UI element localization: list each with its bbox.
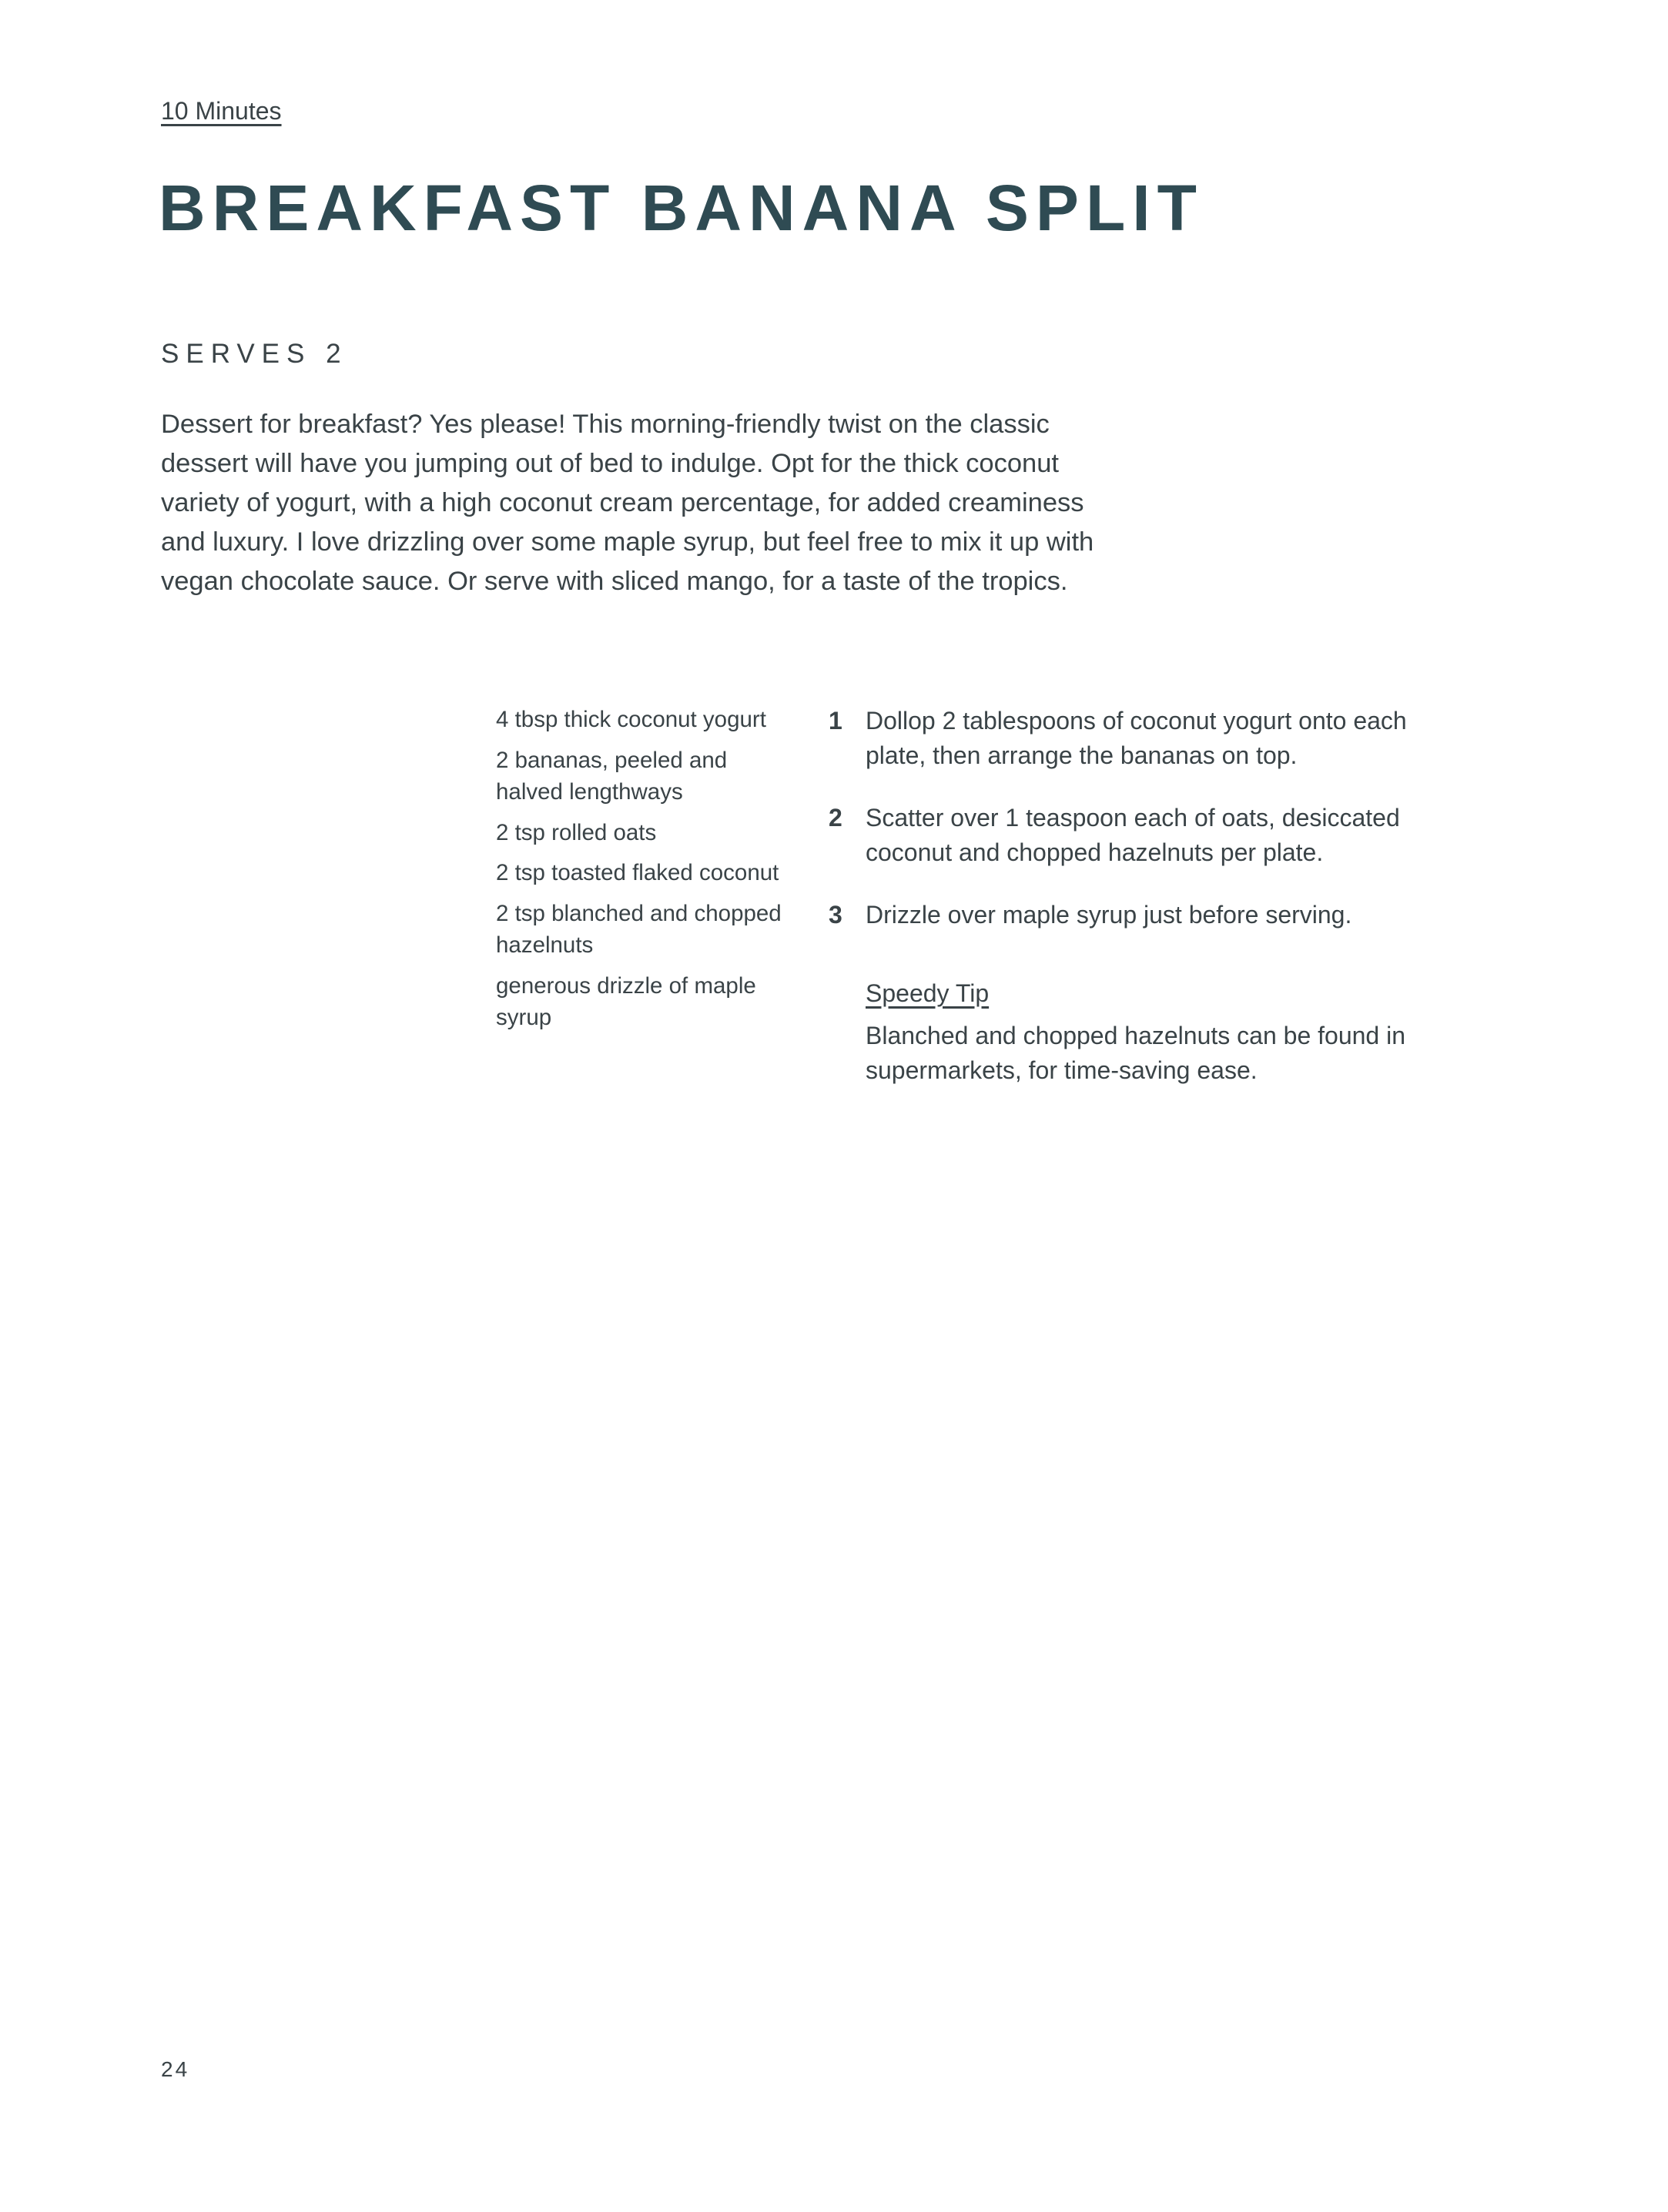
ingredient-item: generous drizzle of maple syrup <box>496 972 756 1030</box>
intro-text: Dessert for breakfast? Yes please! This morning-friendly twist on the classic dessert will have you jumping out of bed to indulge. Opt for the thick coconut variety of yogurt, with a high coconut cream percentage, for added creaminess and luxury. I love drizzling over some maple syrup, but feel free to mix it up with vegan chocolate sauce. Or serve with sliced mango, for a taste of the tropics. <box>161 410 1094 596</box>
serves-label: SERVES 2 <box>161 339 348 369</box>
tip-text: Blanched and chopped hazelnuts can be found in supermarkets, for time-saving ease. <box>866 1022 1405 1084</box>
recipe-intro <box>161 405 1131 601</box>
tip-title: Speedy Tip <box>866 979 990 1007</box>
method-steps <box>829 704 1445 960</box>
recipe-title: BREAKFAST BANANA SPLIT <box>159 172 1204 244</box>
ingredient-item: 2 tsp rolled oats <box>496 819 657 845</box>
ingredient-item: 2 bananas, peeled and halved lengthways <box>496 747 728 805</box>
step-text: Scatter over 1 teaspoon each of oats, desiccated coconut and chopped hazelnuts per plate. <box>866 804 1400 866</box>
speedy-tip <box>866 976 1451 1088</box>
step-number: 2 <box>829 804 842 832</box>
step-text: Dollop 2 tablespoons of coconut yogurt onto each plate, then arrange the bananas on top. <box>866 707 1407 769</box>
ingredient-item: 2 tsp blanched and chopped hazelnuts <box>496 900 782 958</box>
step-number: 3 <box>829 901 842 929</box>
method-step <box>829 801 1445 870</box>
ingredients-list <box>496 704 789 1042</box>
step-number: 1 <box>829 707 842 735</box>
ingredient-item: 4 tbsp thick coconut yogurt <box>496 707 766 732</box>
method-step <box>829 704 1445 773</box>
step-text: Drizzle over maple syrup just before serving. <box>866 901 1352 929</box>
method-step <box>829 898 1445 932</box>
prep-time: 10 Minutes <box>161 97 282 125</box>
ingredient-item: 2 tsp toasted flaked coconut <box>496 860 779 885</box>
page-number: 24 <box>161 2057 190 2081</box>
